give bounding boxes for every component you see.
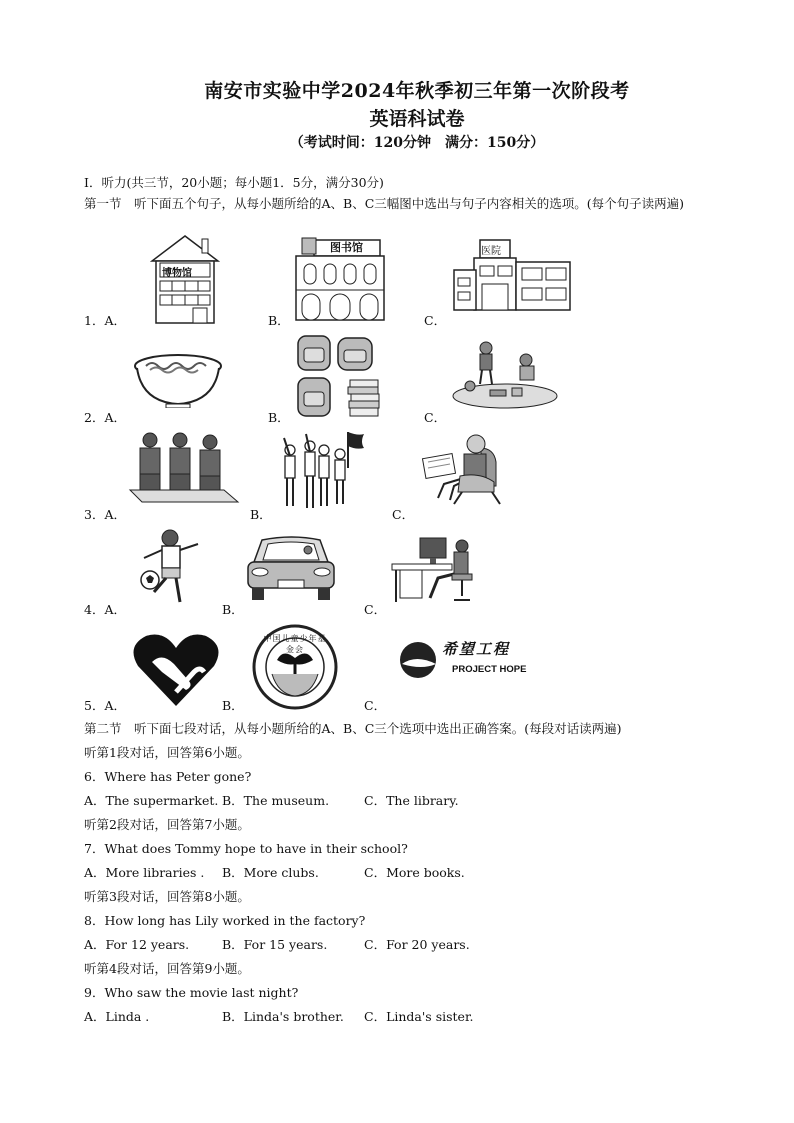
- children-playing-toys-picture: [450, 338, 560, 410]
- option-b: B．Linda's brother.: [222, 1009, 344, 1024]
- old-man-reading-picture: [420, 430, 504, 506]
- option-b: B．More clubs.: [222, 865, 319, 880]
- project-hope-en-text: PROJECT HOPE: [452, 664, 527, 675]
- project-hope-cn-text: 希望工程: [442, 640, 511, 658]
- exam-title: 南安市实验中学2024年秋季初三年第一次阶段考: [204, 80, 630, 102]
- q1-label-c: C．: [424, 313, 447, 328]
- soldiers-picture: [128, 430, 240, 504]
- q2-label-b: B．: [268, 410, 290, 425]
- option-a: A．More libraries .: [84, 865, 205, 880]
- q4-label-c: C．: [364, 602, 387, 617]
- option-a: A．For 12 years.: [84, 937, 190, 952]
- option-a: A．The supermarket.: [84, 793, 219, 808]
- q3-label-c: C．: [392, 507, 415, 522]
- q4-label-a: 4．A．: [84, 602, 126, 617]
- q3-label-a: 3．A．: [84, 507, 126, 522]
- section1-instruction: 第一节 听下面五个句子，从每小题所给的A、B、C三幅图中选出与句子内容相关的选项。(每个句子读两遍): [84, 196, 685, 211]
- foundation-ring-text: 中国儿童少年基金会: [263, 634, 327, 654]
- part1-heading: Ⅰ．听力(共三节，20小题；每小题1．5分，满分30分): [84, 175, 384, 190]
- question-text: 6．Where has Peter gone?: [84, 769, 252, 784]
- option-c: C．For 20 years.: [364, 937, 470, 952]
- library-sign: 图书馆: [330, 241, 363, 254]
- section2-instruction: 第二节 听下面七段对话，从每小题所给的A、B、C三个选项中选出正确答案。(每段对话读两遍): [84, 721, 622, 736]
- exam-subject: 英语科试卷: [369, 108, 465, 130]
- q2-label-c: C．: [424, 410, 447, 425]
- option-c: C．More books.: [364, 865, 465, 880]
- noodle-bowl-picture: [132, 352, 224, 408]
- project-hope-logo: [398, 640, 440, 680]
- option-b: B．The museum.: [222, 793, 330, 808]
- hospital-picture: [452, 236, 572, 312]
- museum-picture: [150, 233, 220, 325]
- option-c: C．Linda's sister.: [364, 1009, 474, 1024]
- question-text: 7．What does Tommy hope to have in their school?: [84, 841, 408, 856]
- q1-label-a: 1．A．: [84, 313, 126, 328]
- dialogue-intro: 听第4段对话，回答第9小题。: [84, 961, 250, 976]
- q1-label-b: B．: [268, 313, 290, 328]
- q5-label-a: 5．A．: [84, 698, 126, 713]
- exam-info: （考试时间：120分钟 满分：150分）: [289, 135, 545, 151]
- question-text: 9．Who saw the movie last night?: [84, 985, 299, 1000]
- computer-user-picture: [390, 536, 476, 606]
- q5-label-b: B．: [222, 698, 244, 713]
- q4-label-b: B．: [222, 602, 244, 617]
- dialogue-intro: 听第1段对话，回答第6小题。: [84, 745, 250, 760]
- q5-label-c: C．: [364, 698, 387, 713]
- dialogue-intro: 听第2段对话，回答第7小题。: [84, 817, 250, 832]
- dialogue-intro: 听第3段对话，回答第8小题。: [84, 889, 250, 904]
- schoolbags-books-picture: [294, 330, 384, 420]
- car-picture: [246, 532, 336, 604]
- option-c: C．The library.: [364, 793, 459, 808]
- hospital-sign: 医院: [481, 246, 501, 257]
- young-pioneers-oath-picture: [276, 428, 366, 512]
- option-b: B．For 15 years.: [222, 937, 328, 952]
- q3-label-b: B．: [250, 507, 272, 522]
- option-a: A．Linda .: [84, 1009, 150, 1024]
- question-text: 8．How long has Lily worked in the factory?: [84, 913, 366, 928]
- boy-playing-football-picture: [138, 528, 204, 608]
- museum-sign: 博物馆: [162, 268, 192, 279]
- q2-label-a: 2．A．: [84, 410, 126, 425]
- volunteer-heart-logo: [132, 632, 220, 708]
